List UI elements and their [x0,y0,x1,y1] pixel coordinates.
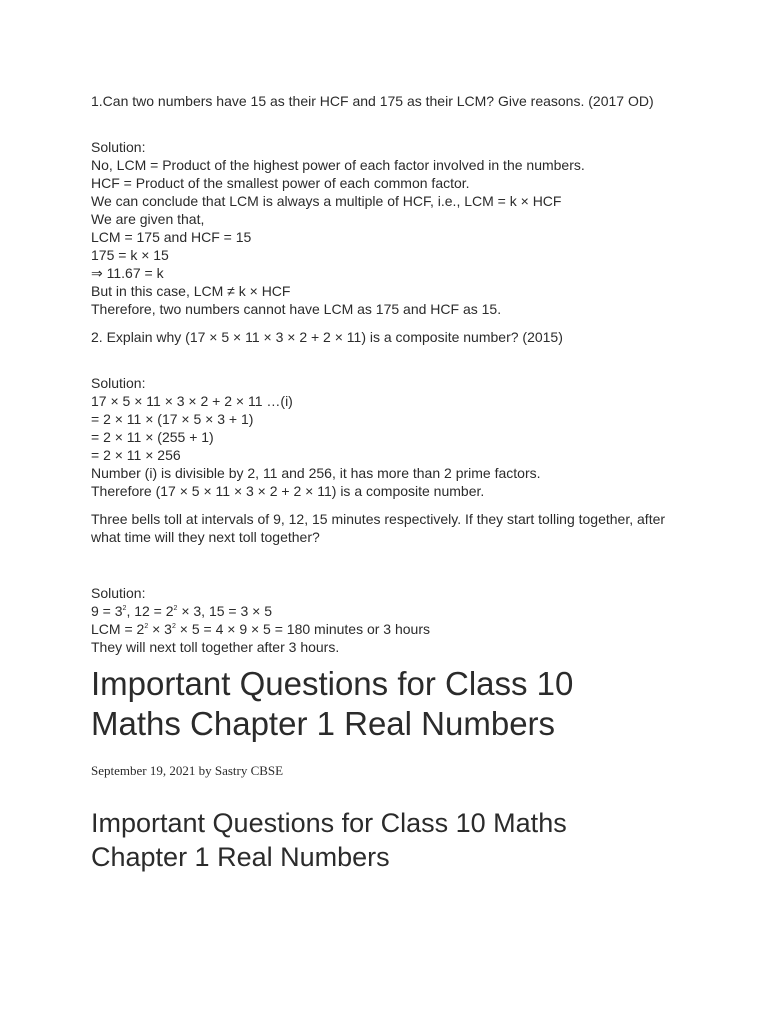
solution-line: Therefore (17 × 5 × 11 × 3 × 2 + 2 × 11) is a composite number. [91,483,485,499]
question-1: 1.Can two numbers have 15 as their HCF and 175 as their LCM? Give reasons. (2017 OD) [91,93,654,109]
solution-line: = 2 × 11 × (17 × 5 × 3 + 1) [91,411,254,427]
article-subtitle: Important Questions for Class 10 Maths Chapter 1 Real Numbers [91,808,567,872]
question-3: Three bells toll at intervals of 9, 12, 15 minutes respectively. If they start tolling together, after what time will they next toll together? [91,511,666,545]
solution-line: HCF = Product of the smallest power of each common factor. [91,175,470,191]
solution-line: Number (i) is divisible by 2, 11 and 256, it has more than 2 prime factors. [91,465,541,481]
solution-line: No, LCM = Product of the highest power of each factor involved in the numbers. [91,157,585,173]
solution-line: = 2 × 11 × (255 + 1) [91,429,214,445]
solution-2 [91,374,691,500]
solution-line: We can conclude that LCM is always a multiple of HCF, i.e., LCM = k × HCF [91,193,562,209]
document-page [91,92,691,874]
solution-line: LCM = $2^2 \times 3^2 \times 5 = 4 \times 9 \times 5 = 180$ minutes or 3 hours [91,621,430,637]
article-meta: September 19, 2021 by Sastry CBSE [91,763,284,778]
solution-line: Therefore, two numbers cannot have LCM as 175 and HCF as 15. [91,301,502,317]
solution-line: ⇒ 11.67 = k [91,265,164,281]
solution-line: LCM = 175 and HCF = 15 [91,229,252,245]
solution-line: $9 = 3^2$, $12 = 2^2 \times 3$, 15 = 3 × 5 [91,603,273,619]
solution-1 [91,138,691,318]
article-title: Important Questions for Class 10 Maths Chapter 1 Real Numbers [91,665,574,742]
solution-line: We are given that, [91,211,205,227]
solution-line: But in this case, LCM ≠ k × HCF [91,283,291,299]
solution-line: Solution: [91,375,146,391]
solution-line: 175 = k × 15 [91,247,169,263]
solution-line: They will next toll together after 3 hours. [91,639,340,655]
solution-line: Solution: [91,585,146,601]
solution-line: = 2 × 11 × 256 [91,447,181,463]
solution-line: 17 × 5 × 11 × 3 × 2 + 2 × 11 …(i) [91,393,293,409]
question-2: 2. Explain why (17 × 5 × 11 × 3 × 2 + 2 × 11) is a composite number? (2015) [91,329,563,345]
solution-3 [91,584,691,656]
solution-line: Solution: [91,139,146,155]
